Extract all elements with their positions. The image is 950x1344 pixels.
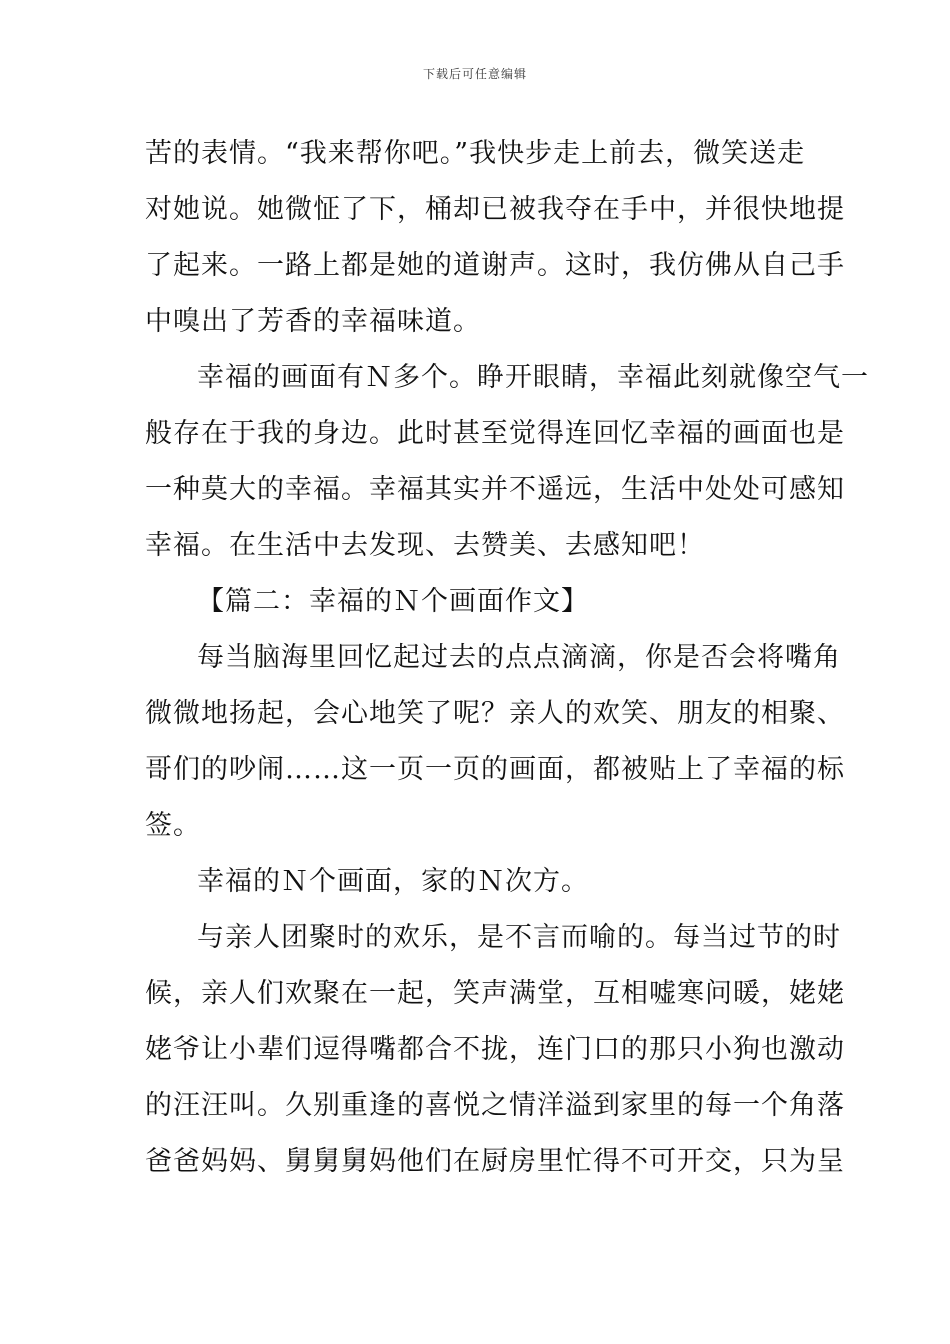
text-line: 中嗅出了芳香的幸福味道。 xyxy=(145,306,481,337)
text-line: 爸爸妈妈、舅舅舅妈他们在厨房里忙得不可开交，只为呈 xyxy=(145,1146,845,1177)
text-line: 姥爷让小辈们逗得嘴都合不拢，连门口的那只小狗也激动 xyxy=(145,1034,845,1065)
text-line: 了起来。一路上都是她的道谢声。这时，我仿佛从自己手 xyxy=(145,250,845,281)
page-header: 下载后可任意编辑 xyxy=(422,67,527,81)
text-line: 签。 xyxy=(145,810,201,841)
text-line: 苦的表情。“我来帮你吧。”我快步走上前去，微笑送走 xyxy=(145,138,806,169)
paragraph-start-line: 每当脑海里回忆起过去的点点滴滴，你是否会将嘴角 xyxy=(197,642,841,673)
text-line: 的汪汪叫。久别重逢的喜悦之情洋溢到家里的每一个角落 xyxy=(145,1090,845,1121)
text-line: 般存在于我的身边。此时甚至觉得连回忆幸福的画面也是 xyxy=(145,418,845,449)
text-line: 对她说。她微怔了下，桶却已被我夺在手中，并很快地提 xyxy=(145,194,845,225)
paragraph-start-line: 幸福的画面有Ｎ多个。睁开眼睛，幸福此刻就像空气一 xyxy=(197,362,869,393)
text-line: 微微地扬起，会心地笑了呢？亲人的欢笑、朋友的相聚、 xyxy=(145,698,845,729)
document-body xyxy=(145,126,869,1190)
section-heading: 【篇二：幸福的Ｎ个画面作文】 xyxy=(197,586,589,617)
text-line: 候，亲人们欢聚在一起，笑声满堂，互相嘘寒问暖，姥姥 xyxy=(145,978,845,1009)
paragraph-start-line: 与亲人团聚时的欢乐，是不言而喻的。每当过节的时 xyxy=(197,922,841,953)
text-line: 一种莫大的幸福。幸福其实并不遥远，生活中处处可感知 xyxy=(145,474,845,505)
text-line: 幸福。在生活中去发现、去赞美、去感知吧！ xyxy=(145,530,705,561)
text-line: 哥们的吵闹……这一页一页的画面，都被贴上了幸福的标 xyxy=(145,754,845,785)
paragraph-start-line: 幸福的Ｎ个画面，家的Ｎ次方。 xyxy=(197,866,589,897)
